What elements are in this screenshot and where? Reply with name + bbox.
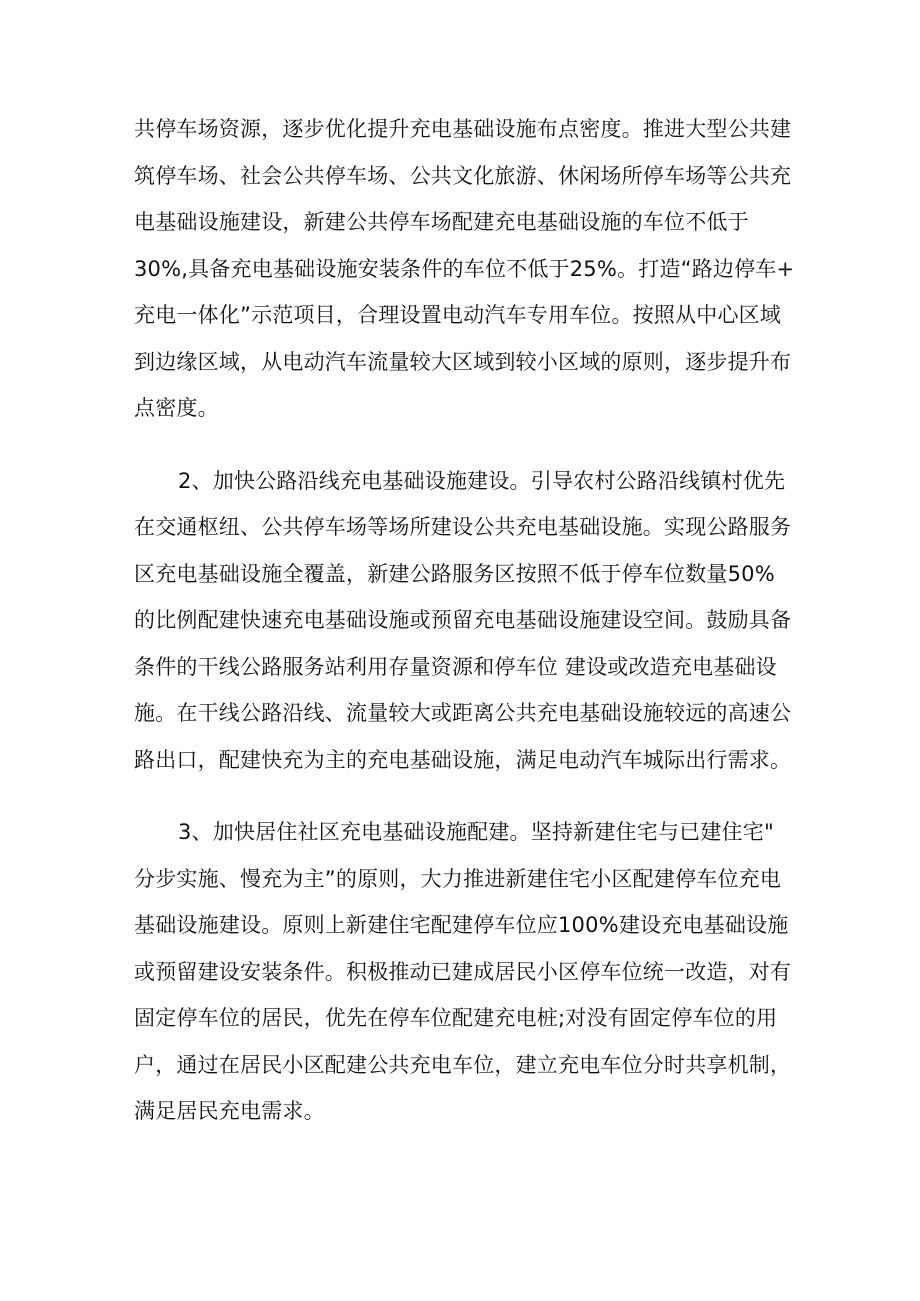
text-line: 路出口，配建快充为主的充电基础设施，满足电动汽车城际出行需求。 — [134, 747, 792, 772]
paragraph-spacer — [134, 783, 794, 809]
text-line: 户，通过在居民小区配建公共充电车位，建立充电车位分时共享机制， — [134, 1052, 792, 1077]
document-body — [134, 106, 794, 1135]
text-line: 30%,具备充电基础设施安装条件的车位不低于25%。打造“路边停车+ — [134, 256, 795, 281]
paragraph-residential-charging — [134, 809, 794, 1135]
text-line: 2、加快公路沿线充电基础设施建设。引导农村公路沿线镇村优先 — [178, 468, 786, 493]
text-line: 或预留建设安装条件。积极推动已建成居民小区停车位统一改造，对有 — [134, 959, 792, 984]
text-line: 满足居民充电需求。 — [134, 1099, 325, 1123]
paragraph-spacer — [134, 432, 794, 458]
text-line: 充电一体化”示范项目，合理设置电动汽车专用车位。按照从中心区域 — [134, 303, 782, 327]
text-line: 基础设施建设。原则上新建住宅配建停车位应100%建设充电基础设施 — [134, 913, 789, 937]
text-line: 3、加快居住社区充电基础设施配建。坚持新建住宅与已建住宅" — [178, 820, 774, 844]
text-line: 区充电基础设施全覆盖，新建公路服务区按照不低于停车位数量50% — [134, 561, 775, 586]
text-line: 分步实施、慢充为主”的原则，大力推进新建住宅小区配建停车位充电 — [134, 866, 782, 891]
text-line: 的比例配建快速充电基础设施或预留充电基础设施建设空间。鼓励具备 — [134, 608, 792, 632]
text-line: 点密度。 — [134, 396, 219, 420]
text-line: 共停车场资源，逐步优化提升充电基础设施布点密度。推进大型公共建 — [134, 117, 792, 141]
paragraph-public-parking — [134, 106, 794, 432]
text-line: 筑停车场、社会公共停车场、公共文化旅游、休闲场所停车场等公共充 — [134, 163, 792, 188]
paragraph-highway-charging — [134, 458, 794, 784]
text-line: 到边缘区域，从电动汽车流量较大区域到较小区域的原则，逐步提升布 — [134, 349, 792, 374]
text-line: 条件的干线公路服务站利用存量资源和停车位 建设或改造充电基础设 — [134, 654, 777, 679]
text-line: 施。在干线公路沿线、流量较大或距离公共充电基础设施较远的高速公 — [134, 701, 792, 725]
text-line: 电基础设施建设，新建公共停车场配建充电基础设施的车位不低于 — [134, 210, 749, 234]
text-line: 在交通枢纽、公共停车场等场所建设公共充电基础设施。实现公路服务 — [134, 515, 792, 539]
text-line: 固定停车位的居民，优先在停车位配建充电桩;对没有固定停车位的用 — [134, 1006, 778, 1030]
